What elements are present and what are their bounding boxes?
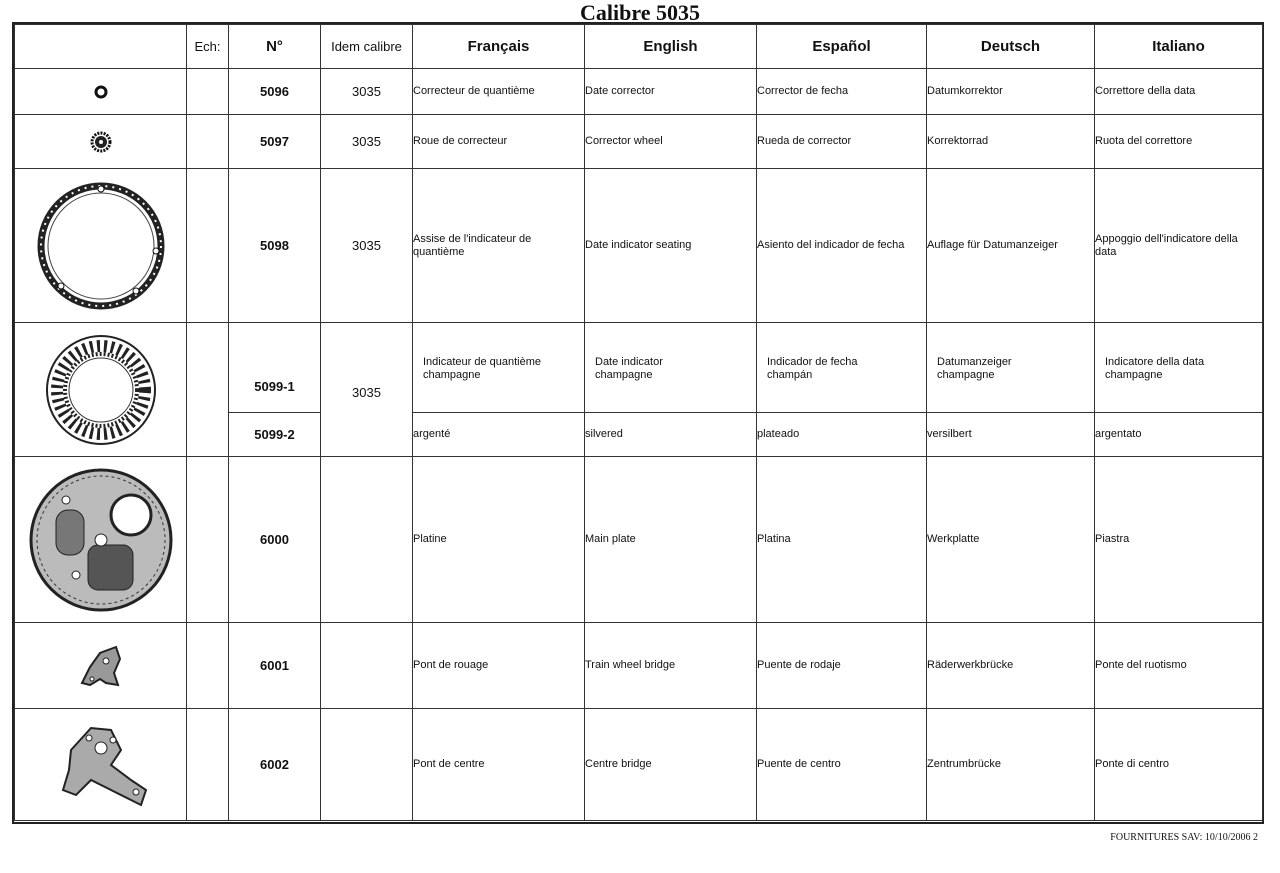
text-de: Datumanzeiger bbox=[937, 355, 1012, 368]
ech-cell bbox=[187, 169, 229, 323]
text-es: Puente de rodaje bbox=[757, 623, 927, 709]
table-row bbox=[15, 623, 1263, 709]
text-fr: Pont de rouage bbox=[413, 623, 585, 709]
text-fr: Assise de l'indicateur de quantième bbox=[413, 169, 585, 323]
ech-cell bbox=[187, 115, 229, 169]
date-indicator-seating-icon bbox=[36, 181, 166, 311]
ech-cell bbox=[187, 709, 229, 821]
header-number: N° bbox=[229, 25, 321, 69]
part-number: 5099-2 bbox=[229, 413, 321, 457]
text-en: Date indicator bbox=[595, 355, 663, 368]
header-italiano: Italiano bbox=[1095, 25, 1263, 69]
part-number: 5097 bbox=[229, 115, 321, 169]
idem-cell bbox=[321, 709, 413, 821]
part-number: 6000 bbox=[229, 457, 321, 623]
color-it: champagne bbox=[1105, 368, 1163, 381]
color-fr: champagne bbox=[423, 368, 481, 381]
table-row bbox=[15, 323, 1263, 413]
table-row bbox=[15, 115, 1263, 169]
header-deutsch: Deutsch bbox=[927, 25, 1095, 69]
cell-de bbox=[927, 323, 1095, 413]
part-image-cell bbox=[15, 169, 187, 323]
color-es: champán bbox=[767, 368, 813, 381]
cell-en bbox=[585, 323, 757, 413]
text-it: Appoggio dell'indicatore della data bbox=[1095, 169, 1263, 323]
text-en: silvered bbox=[585, 413, 757, 457]
table-row bbox=[15, 457, 1263, 623]
text-en: Centre bridge bbox=[585, 709, 757, 821]
text-es: Rueda de corrector bbox=[757, 115, 927, 169]
part-number: 5096 bbox=[229, 69, 321, 115]
text-es: Indicador de fecha bbox=[767, 355, 858, 368]
header-idem: Idem calibre bbox=[321, 25, 413, 69]
idem-calibre: 3035 bbox=[321, 69, 413, 115]
text-fr: Indicateur de quantième bbox=[423, 355, 542, 368]
page-title: Calibre 5035 bbox=[580, 0, 700, 25]
text-de: Auflage für Datumanzeiger bbox=[927, 169, 1095, 323]
text-it: Piastra bbox=[1095, 457, 1263, 623]
cell-it bbox=[1095, 323, 1263, 413]
text-de: Zentrumbrücke bbox=[927, 709, 1095, 821]
text-fr: Roue de correcteur bbox=[413, 115, 585, 169]
header-ech: Ech: bbox=[187, 25, 229, 69]
text-es: Platina bbox=[757, 457, 927, 623]
part-image-cell bbox=[15, 623, 187, 709]
text-it: Ponte del ruotismo bbox=[1095, 623, 1263, 709]
text-en: Date indicator seating bbox=[585, 169, 757, 323]
text-fr: Platine bbox=[413, 457, 585, 623]
ech-cell bbox=[187, 457, 229, 623]
corrector-wheel-icon bbox=[90, 131, 112, 153]
text-es: Puente de centro bbox=[757, 709, 927, 821]
header-english: English bbox=[585, 25, 757, 69]
text-it: Ponte di centro bbox=[1095, 709, 1263, 821]
text-it: Indicatore della data bbox=[1105, 355, 1205, 368]
text-de: Werkplatte bbox=[927, 457, 1095, 623]
text-en: Corrector wheel bbox=[585, 115, 757, 169]
text-de: Räderwerkbrücke bbox=[927, 623, 1095, 709]
parts-table bbox=[14, 24, 1263, 821]
cell-fr bbox=[413, 323, 585, 413]
idem-calibre: 3035 bbox=[321, 169, 413, 323]
text-it: Correttore della data bbox=[1095, 69, 1263, 115]
text-it: argentato bbox=[1095, 413, 1263, 457]
cell-es bbox=[757, 323, 927, 413]
ech-cell bbox=[187, 69, 229, 115]
header-row bbox=[15, 25, 1263, 69]
text-en: Main plate bbox=[585, 457, 757, 623]
text-de: Korrektorrad bbox=[927, 115, 1095, 169]
text-es: Corrector de fecha bbox=[757, 69, 927, 115]
table-row bbox=[15, 709, 1263, 821]
idem-calibre: 3035 bbox=[321, 323, 413, 457]
footer-stamp: FOURNITURES SAV: 10/10/2006 2 bbox=[1110, 832, 1258, 843]
text-fr: argenté bbox=[413, 413, 585, 457]
ech-cell bbox=[187, 623, 229, 709]
part-number: 5099-1 bbox=[229, 323, 321, 413]
text-de: versilbert bbox=[927, 413, 1095, 457]
text-es: plateado bbox=[757, 413, 927, 457]
part-image-cell bbox=[15, 457, 187, 623]
part-number: 6001 bbox=[229, 623, 321, 709]
part-image-cell bbox=[15, 115, 187, 169]
idem-cell bbox=[321, 457, 413, 623]
date-corrector-icon bbox=[94, 85, 108, 99]
text-es: Asiento del indicador de fecha bbox=[757, 169, 927, 323]
train-wheel-bridge-icon bbox=[76, 643, 126, 689]
header-espanol: Español bbox=[757, 25, 927, 69]
date-indicator-disc-icon bbox=[43, 332, 159, 448]
part-number: 6002 bbox=[229, 709, 321, 821]
part-image-cell bbox=[15, 323, 187, 457]
centre-bridge-icon bbox=[51, 720, 151, 810]
text-fr: Correcteur de quantième bbox=[413, 69, 585, 115]
ech-cell bbox=[187, 323, 229, 457]
header-image bbox=[15, 25, 187, 69]
table-row bbox=[15, 169, 1263, 323]
part-image-cell bbox=[15, 69, 187, 115]
header-francais: Français bbox=[413, 25, 585, 69]
text-it: Ruota del correttore bbox=[1095, 115, 1263, 169]
table-row bbox=[15, 69, 1263, 115]
idem-calibre: 3035 bbox=[321, 115, 413, 169]
main-plate-icon bbox=[26, 465, 176, 615]
color-de: champagne bbox=[937, 368, 995, 381]
text-fr: Pont de centre bbox=[413, 709, 585, 821]
idem-cell bbox=[321, 623, 413, 709]
text-de: Datumkorrektor bbox=[927, 69, 1095, 115]
color-en: champagne bbox=[595, 368, 653, 381]
text-en: Train wheel bridge bbox=[585, 623, 757, 709]
part-number: 5098 bbox=[229, 169, 321, 323]
text-en: Date corrector bbox=[585, 69, 757, 115]
part-image-cell bbox=[15, 709, 187, 821]
